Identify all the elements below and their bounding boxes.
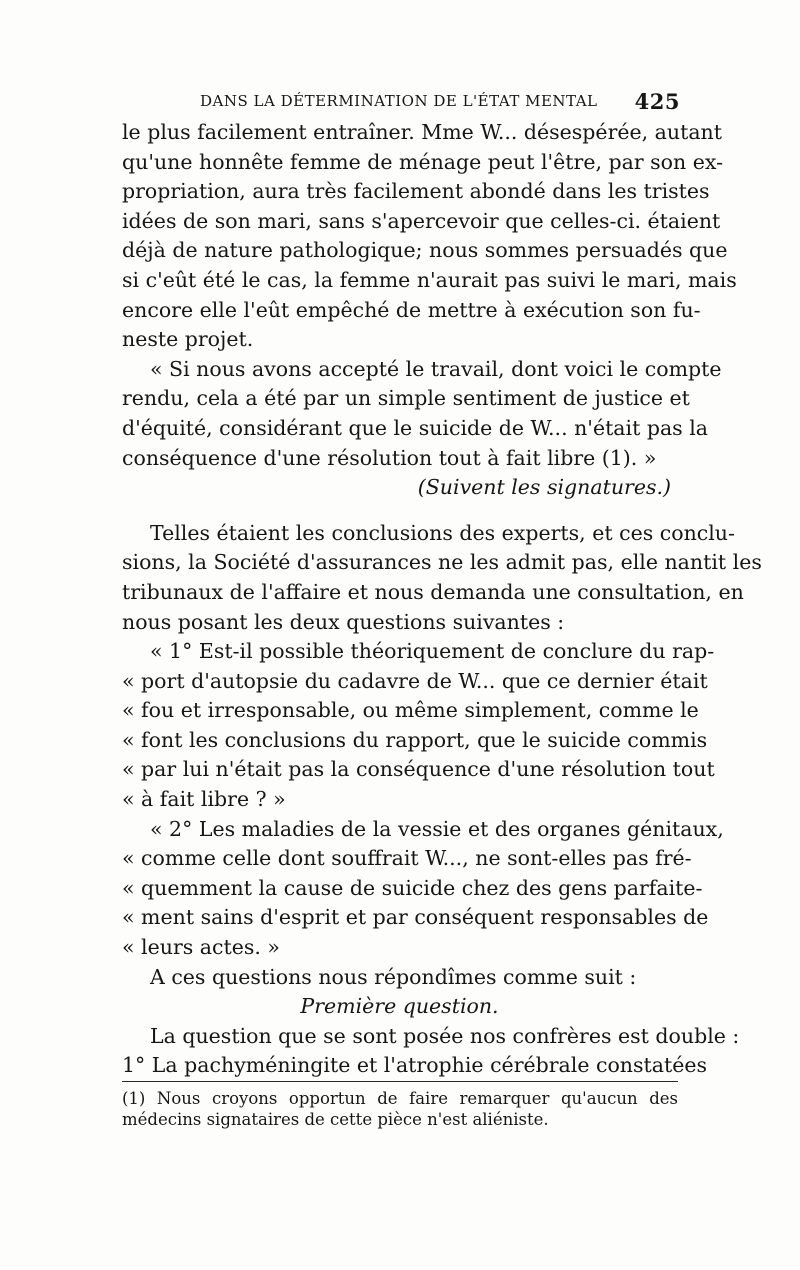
- text-line: encore elle l'eût empêché de mettre à exécution son fu-: [122, 297, 701, 322]
- text-line: conséquence d'une résolution tout à fait libre (1). »: [122, 445, 657, 470]
- text-line: idées de son mari, sans s'apercevoir que celles-ci. étaient: [122, 208, 721, 233]
- text-line: sions, la Société d'assurances ne les admit pas, elle nantit les: [122, 550, 762, 575]
- quote-line: « 1° Est-il possible théoriquement de conclure du rap-: [150, 639, 715, 664]
- text-line: 1° La pachyméningite et l'atrophie cérébrale constatées: [122, 1053, 708, 1078]
- text-line: tribunaux de l'affaire et nous demanda une consultation, en: [122, 579, 744, 604]
- footnote-line: médecins signataires de cette pièce n'est aliéniste.: [122, 1110, 549, 1129]
- text-line: Telles étaient les conclusions des experts, et ces conclu-: [150, 520, 735, 545]
- text-line: nous posant les deux questions suivantes :: [122, 609, 565, 634]
- running-header: [200, 89, 680, 116]
- text-line: qu'une honnête femme de ménage peut l'être, par son ex-: [122, 149, 724, 174]
- text-line: rendu, cela a été par un simple sentiment de justice et: [122, 386, 690, 411]
- text-line: A ces questions nous répondîmes comme suit :: [150, 964, 637, 989]
- quote-line: « ment sains d'esprit et par conséquent responsables de: [122, 905, 709, 930]
- paragraph-gap: [122, 503, 677, 519]
- quote-line: « font les conclusions du rapport, que le suicide commis: [122, 727, 708, 752]
- running-title: DANS LA DÉTERMINATION DE L'ÉTAT MENTAL: [200, 92, 598, 110]
- text-line: le plus facilement entraîner. Mme W... désespérée, autant: [122, 120, 722, 144]
- page-number: 425: [634, 89, 680, 114]
- footnote-line: (1) Nous croyons opportun de faire remarquer qu'aucun des: [122, 1089, 678, 1108]
- quote-line: « fou et irresponsable, ou même simplement, comme le: [122, 698, 699, 723]
- text-line: « Si nous avons accepté le travail, dont voici le compte: [150, 356, 722, 381]
- quote-line: « port d'autopsie du cadavre de W... que ce dernier était: [122, 668, 708, 693]
- quote-line: « à fait libre ? »: [122, 787, 286, 812]
- quote-line: « comme celle dont souffrait W..., ne sont-elles pas fré-: [122, 846, 692, 871]
- section-heading: Première question.: [300, 994, 499, 1019]
- signature-note: (Suivent les signatures.): [417, 475, 671, 500]
- text-line: déjà de nature pathologique; nous sommes persuadés que: [122, 238, 728, 263]
- footnote-rule: [122, 1081, 678, 1082]
- quote-line: « par lui n'était pas la conséquence d'une résolution tout: [122, 757, 715, 782]
- quote-line: « quemment la cause de suicide chez des gens parfaite-: [122, 875, 703, 900]
- footnote: [122, 1088, 678, 1130]
- body-text: [122, 118, 762, 1081]
- quote-line: « 2° Les maladies de la vessie et des organes génitaux,: [150, 816, 724, 841]
- text-line: La question que se sont posée nos confrères est double :: [150, 1023, 740, 1048]
- text-line: propriation, aura très facilement abondé dans les tristes: [122, 179, 710, 204]
- text-line: si c'eût été le cas, la femme n'aurait pas suivi le mari, mais: [122, 267, 737, 292]
- text-line: neste projet.: [122, 327, 254, 352]
- text-line: d'équité, considérant que le suicide de W... n'était pas la: [122, 415, 709, 440]
- quote-line: « leurs actes. »: [122, 935, 280, 960]
